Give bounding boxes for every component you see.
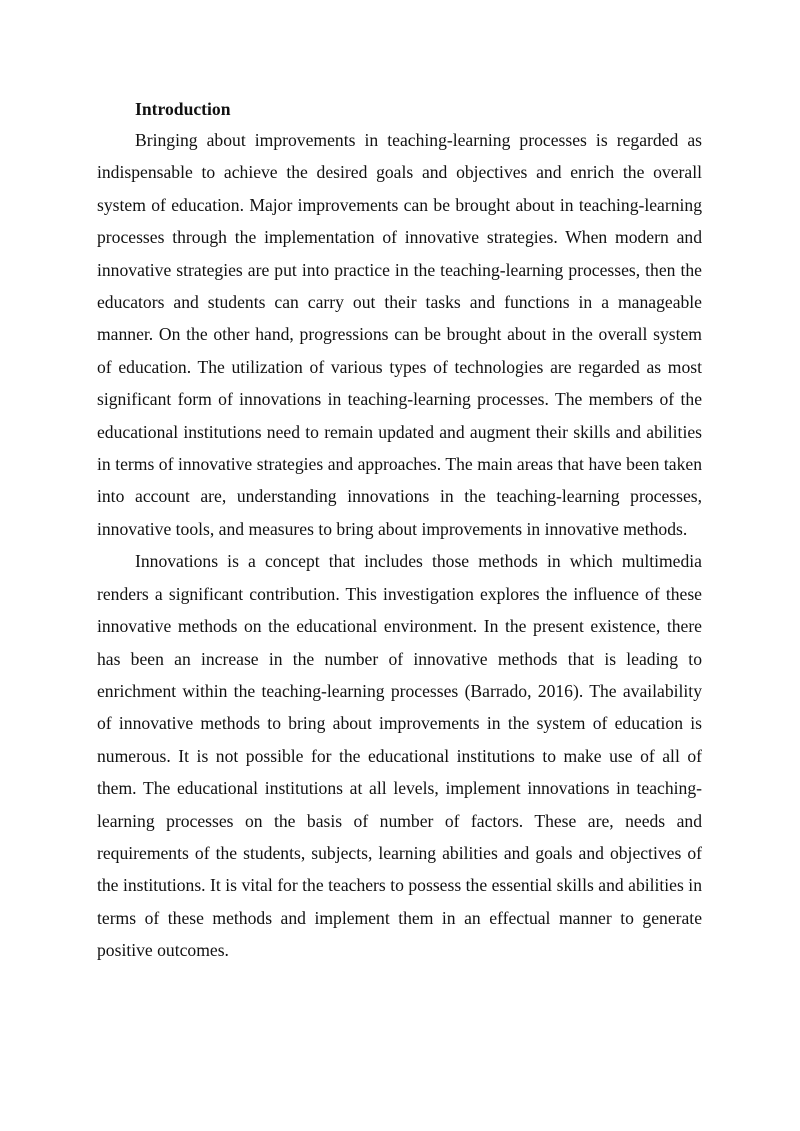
document-body [97, 94, 702, 967]
paragraph-2: Innovations is a concept that includes those methods in which multimedia renders a significant contribution. This investigation explores the influence of these innovative methods on the educational environment. In the present existence, there has been an increase in the number of innovative methods that is leading to enrichment within the teaching-learning processes (Barrado, 2016). The availability of innovative methods to bring about improvements in the system of education is numerous. It is not possible for the educational institutions to make use of all of them. The educational institutions at all levels, implement innovations in teaching-learning processes on the basis of number of factors. These are, needs and requirements of the students, subjects, learning abilities and goals and objectives of the institutions. It is vital for the teachers to possess the essential skills and abilities in terms of these methods and implement them in an effectual manner to generate positive outcomes. [97, 551, 702, 961]
paragraph-1: Bringing about improvements in teaching-learning processes is regarded as indispensable to achieve the desired goals and objectives and enrich the overall system of education. Major improvements can be brought about in teaching-learning processes through the implementation of innovative strategies. When modern and innovative strategies are put into practice in the teaching-learning processes, then the educators and students can carry out their tasks and functions in a manageable manner. On the other hand, progressions can be brought about in the overall system of education. The utilization of various types of technologies are regarded as most significant form of innovations in teaching-learning processes. The members of the educational institutions need to remain updated and augment their skills and abilities in terms of innovative strategies and approaches. The main areas that have been taken into account are, understanding innovations in the teaching-learning processes, innovative tools, and measures to bring about improvements in innovative methods. [97, 130, 702, 539]
section-heading: Introduction [135, 99, 231, 119]
